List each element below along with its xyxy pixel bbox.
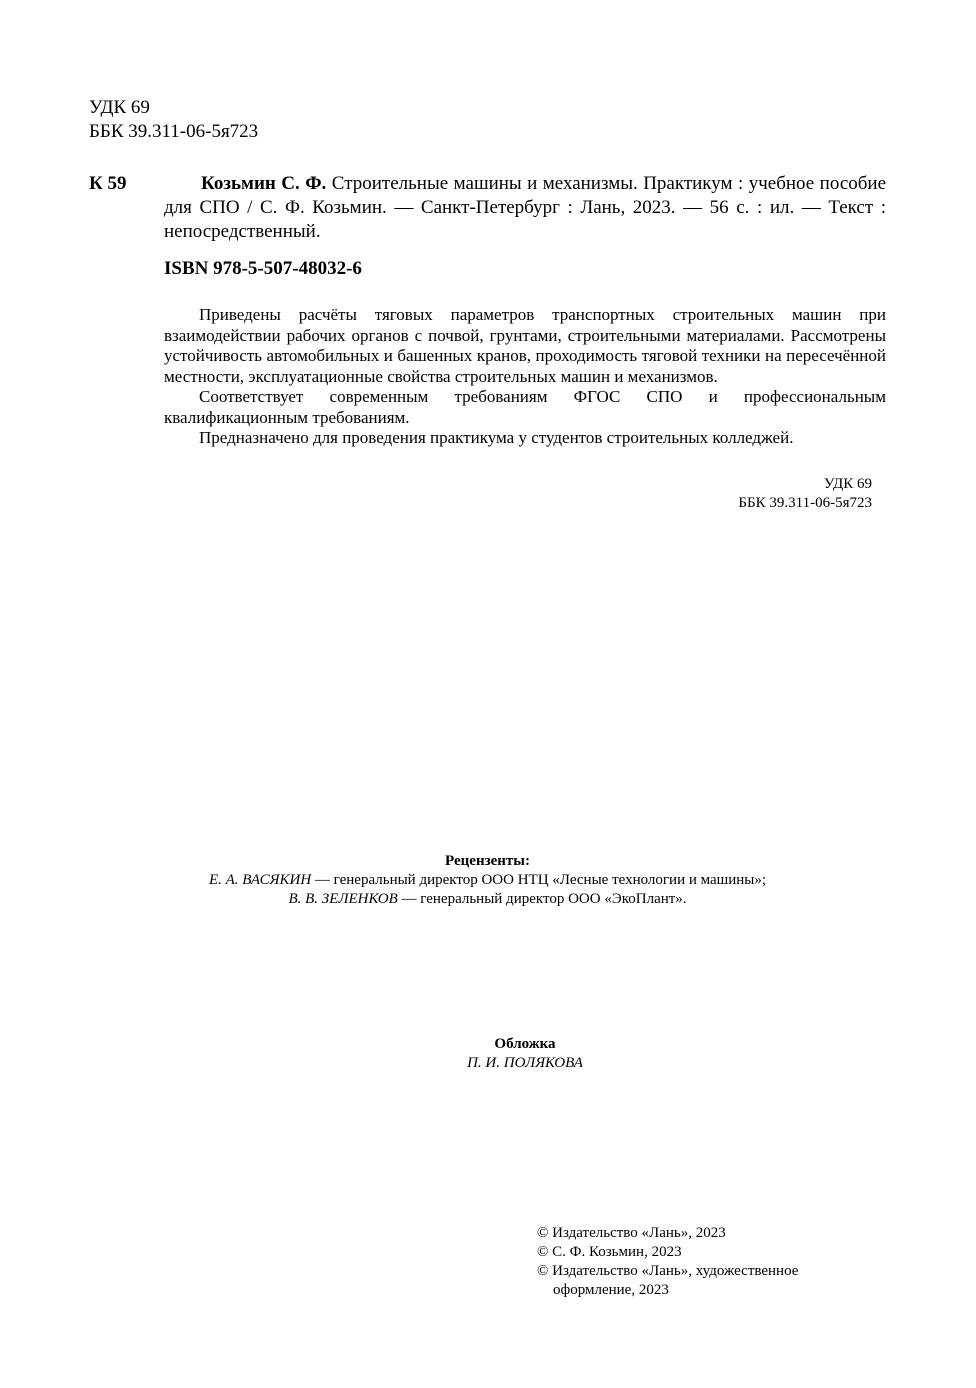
description-text: Строительные машины и механизмы. Практикум : учебное пособие для СПО / С. Ф. Козьмин. — Санкт-Петербург : Лань, 2023. — 56 с. : ил. — Текст : непосредственный. xyxy=(164,173,887,242)
copyright-line: © Издательство «Лань», 2023 xyxy=(537,1225,726,1241)
bbk-code: ББК 39.311-06-5я723 xyxy=(89,121,259,142)
isbn: ISBN 978-5-507-48032-6 xyxy=(164,258,362,279)
abstract-codes xyxy=(620,475,872,513)
copyright-line: © Издательство «Лань», художественное xyxy=(537,1263,799,1279)
reviewer-position: — генеральный директор ООО НТЦ «Лесные технологии и машины»; xyxy=(311,872,767,888)
abstract-paragraph: Соответствует современным требованиям ФГОС СПО и профессиональным квалификационным требованиям. xyxy=(164,387,886,427)
bbk-code-small: ББК 39.311-06-5я723 xyxy=(738,495,872,511)
abstract-paragraph: Приведены расчёты тяговых параметров транспортных строительных машин при взаимодействии рабочих органов с почвой, грунтами, строительными материалами. Рассмотрены устойчивость автомобильных и башенных кранов, проходимость тяговой техники на пересечённой местности, эксплуатационные свойства строительных машин и механизмов. xyxy=(164,305,886,386)
copyright-block xyxy=(537,1224,867,1300)
reviewers-block xyxy=(89,852,886,909)
cover-heading: Обложка xyxy=(494,1036,556,1052)
reviewers-heading: Рецензенты: xyxy=(445,853,530,869)
cover-block xyxy=(89,1035,961,1073)
reviewer-name: Е. А. ВАСЯКИН xyxy=(208,872,312,888)
cover-designer: П. И. ПОЛЯКОВА xyxy=(467,1055,583,1071)
author-name: Козьмин С. Ф. xyxy=(201,173,327,194)
reviewer-line xyxy=(89,871,886,890)
abstract-paragraph: Предназначено для проведения практикума у студентов строительных колледжей. xyxy=(199,428,794,447)
header-block xyxy=(89,96,258,144)
bibliographic-description xyxy=(164,172,886,244)
reviewer-position: — генеральный директор ООО «ЭкоПлант». xyxy=(397,891,687,907)
reviewer-line xyxy=(89,890,886,909)
udk-code: УДК 69 xyxy=(89,97,150,118)
catalog-code: К 59 xyxy=(89,173,127,194)
copyright-line: © С. Ф. Козьмин, 2023 xyxy=(537,1244,682,1260)
copyright-line: оформление, 2023 xyxy=(553,1282,669,1298)
abstract xyxy=(164,305,886,449)
udk-code-small: УДК 69 xyxy=(823,476,872,492)
reviewer-name: В. В. ЗЕЛЕНКОВ xyxy=(288,891,398,907)
